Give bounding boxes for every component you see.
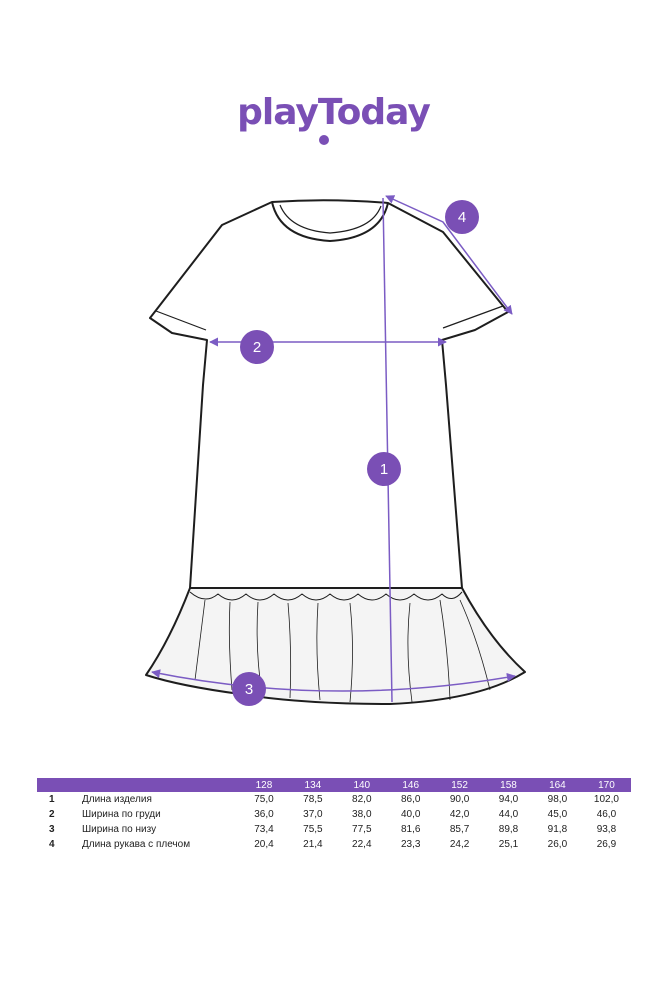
size-header-blank (37, 778, 240, 792)
table-row (37, 807, 631, 822)
table-row (37, 792, 631, 807)
dress-outline (150, 200, 508, 588)
row-value: 90,0 (449, 794, 470, 805)
size-header-cell: 134 (304, 779, 322, 791)
size-header-cell: 128 (255, 779, 273, 791)
size-header-row (37, 778, 631, 792)
row-value: 42,0 (449, 809, 470, 820)
row-label: Длина изделия (81, 794, 152, 805)
size-header-cell: 164 (549, 779, 566, 791)
size-header-cell: 158 (500, 779, 517, 791)
sleeve-hem-right (443, 306, 503, 328)
row-value: 86,0 (400, 794, 421, 805)
callout-badge-4 (445, 200, 479, 234)
row-value: 73,4 (254, 824, 274, 835)
size-header-cell: 146 (402, 779, 420, 791)
callout-badge-1 (367, 452, 401, 486)
row-value: 26,9 (596, 839, 617, 850)
row-value: 45,0 (547, 809, 568, 820)
row-value: 22,4 (352, 839, 372, 850)
size-table (37, 778, 631, 852)
row-number: 1 (49, 794, 55, 805)
size-header-cell: 140 (353, 779, 371, 791)
row-value: 46,0 (596, 809, 617, 820)
table-row (37, 822, 631, 837)
neckline (272, 202, 388, 241)
row-value: 24,2 (449, 839, 470, 850)
row-value: 44,0 (498, 809, 519, 820)
size-header-cell: 170 (598, 779, 615, 791)
row-value: 75,0 (254, 794, 274, 805)
row-value: 37,0 (303, 809, 323, 820)
row-value: 102,0 (593, 794, 619, 805)
row-value: 25,1 (498, 839, 519, 850)
row-value: 20,4 (254, 839, 274, 850)
row-label: Длина рукава с плечом (81, 839, 191, 850)
callout-label-2: 2 (252, 339, 262, 356)
row-number: 3 (49, 824, 55, 835)
row-value: 40,0 (400, 809, 421, 820)
row-label: Ширина по низу (81, 824, 157, 835)
ruffle (146, 588, 525, 704)
row-value: 78,5 (303, 794, 323, 805)
table-row (37, 837, 631, 852)
row-label: Ширина по груди (81, 809, 161, 820)
row-value: 89,8 (498, 824, 519, 835)
row-value: 91,8 (547, 824, 568, 835)
row-value: 23,3 (400, 839, 421, 850)
callout-label-4: 4 (457, 209, 467, 226)
row-value: 75,5 (303, 824, 323, 835)
size-header-cell: 152 (451, 779, 468, 791)
row-number: 4 (49, 839, 55, 850)
row-value: 36,0 (254, 809, 274, 820)
callout-badge-2 (240, 330, 274, 364)
row-value: 94,0 (498, 794, 519, 805)
callout-label-3: 3 (244, 681, 254, 698)
callout-label-1: 1 (379, 461, 389, 478)
row-value: 98,0 (547, 794, 568, 805)
neckline-inner (280, 205, 381, 233)
row-value: 93,8 (596, 824, 617, 835)
row-value: 77,5 (352, 824, 372, 835)
row-value: 85,7 (449, 824, 470, 835)
row-value: 38,0 (352, 809, 372, 820)
row-value: 81,6 (400, 824, 421, 835)
row-value: 21,4 (303, 839, 323, 850)
row-number: 2 (49, 809, 55, 820)
row-value: 82,0 (352, 794, 372, 805)
callout-badge-3 (232, 672, 266, 706)
brand-logo: playToday (237, 92, 430, 133)
row-value: 26,0 (547, 839, 568, 850)
